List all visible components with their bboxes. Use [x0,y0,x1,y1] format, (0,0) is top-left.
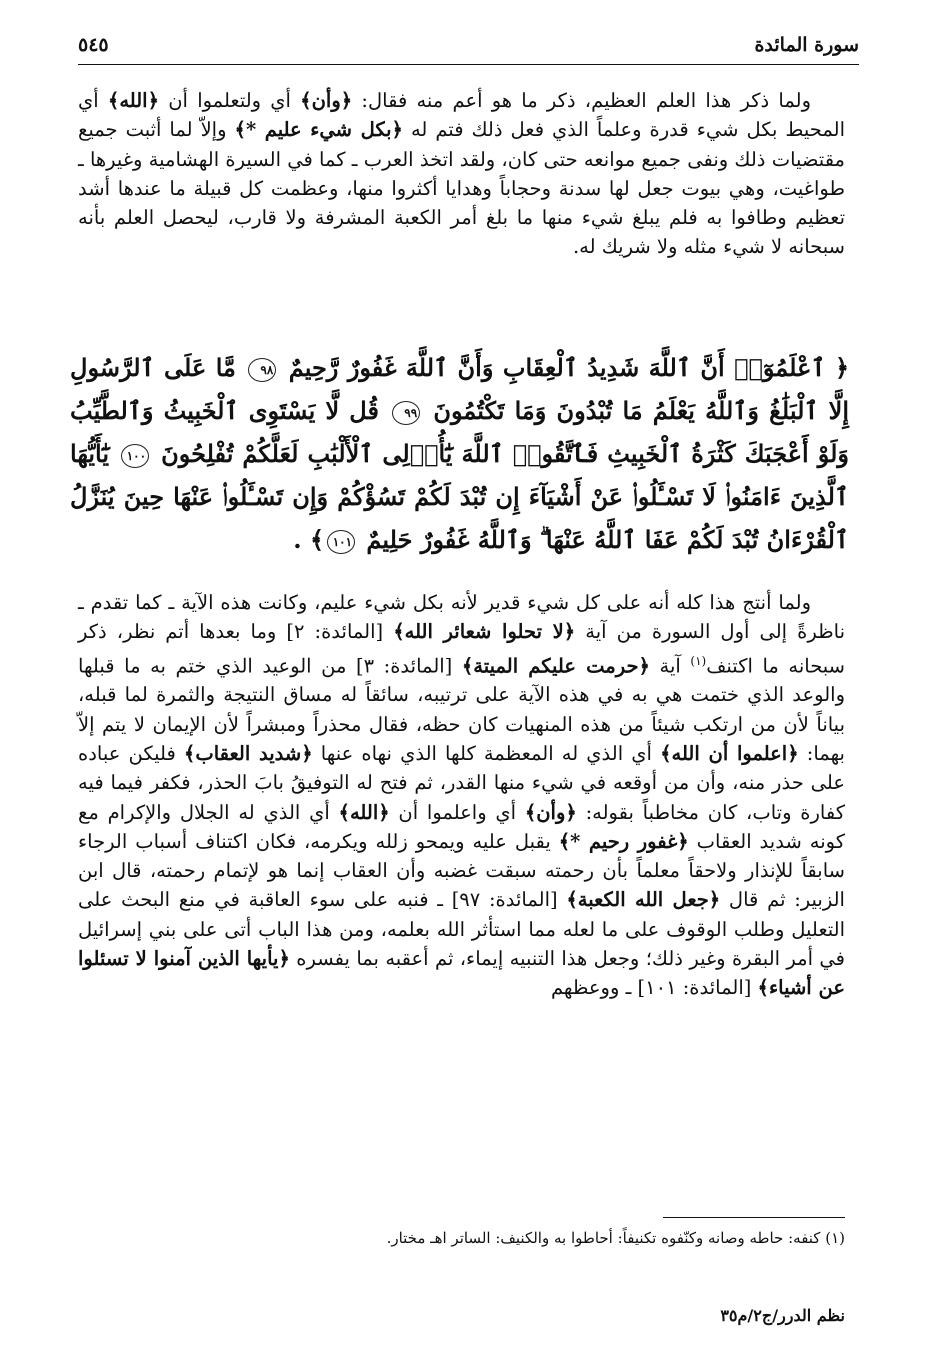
quote-span: ﴿جعل الله الكعبة﴾ [566,888,721,912]
text-span: أي المحيط بكل شيء قدرة وعلماً الذي فعل ذلك فتم له [78,89,846,142]
quote-span: ﴿حرمت عليكم الميتة﴾ [461,654,650,678]
quote-span: ﴿بكل شيء عليم *﴾ [234,118,403,142]
commentary-paragraph-1 [78,86,845,262]
text-span: آية [649,654,691,678]
verse-text: مَّا عَلَى ٱلرَّسُولِ إِلَّا ٱلْبَلَٰغُ وَٱللَّهُ يَعْلَمُ مَا تُبْدُونَ وَمَا تَكْتُمُونَ [70,353,849,425]
text-span: ولما أنتج هذا كله أنه على كل شيء قدير لأنه بكل شيء عليم، وكانت هذه الآية ـ كما تقدم ـ ناظرةً إلى أول السورة من آية [78,591,845,644]
text-span: [المائدة: ٩٧] ـ فنبه على سوء العاقبة في منع البحث على التعليل وطلب الوقوف على ما لعله مما استأثر الله بعلمه، ومن هذا الباب أتى على بني إسرائيل في أمر البقرة وغير ذلك؛ وجعل هذا التنبيه إيماء، ثم أعقبه بما يفسره [78,888,845,971]
quote-span: ﴿الله﴾ [338,800,390,824]
text-span: [المائدة: ١٠١] ـ ووعظهم [550,976,758,1000]
text-span: أي الذي له الجلال والإكرام مع كونه شديد العقاب [78,800,845,853]
ayah-number-marker: ١٠٠ [121,444,149,468]
verse-close-bracket: ﴾ . [293,525,325,554]
text-span: [المائدة: ٢] وما بعدها أتم نظر، ذكر سبحانه ما اكتنف [78,620,846,678]
quote-span: ﴿وأن﴾ [300,89,353,112]
page-footer-signature: نظم الدرر/ج٢/م٣٥ [720,1306,845,1325]
quote-span: ﴿الله﴾ [107,89,160,112]
footnote-reference[interactable]: (١) [690,653,707,668]
verse-text: قُل لَّا يَسْتَوِى ٱلْخَبِيثُ وَٱلطَّيِّبُ وَلَوْ أَعْجَبَكَ كَثْرَةُ ٱلْخَبِيثِ فَٱتَّقُوا۟ ٱللَّهَ يَٰٓأُو۟لِى ٱلْأَلْبَٰبِ لَعَلَّكُمْ تُفْلِحُونَ [70,396,850,468]
ayah-number-marker: ٩٩ [392,401,420,425]
footnote: (١) كنفه: حاطه وصانه وكنّفوه تكنيفاً: أحاطوا به والكنيف: الساتر اهـ مختار. [386,1229,845,1247]
text-span: ولما ذكر هذا العلم العظيم، ذكر ما هو أعم منه فقال: [352,89,812,112]
text-span: أي واعلموا أن [389,800,525,824]
quote-span: ﴿يأيها الذين آمنوا لا تسئلوا عن أشياء﴾ [78,947,845,1000]
quote-span: ﴿شديد العقاب﴾ [183,741,313,765]
quran-verses-block [70,346,849,561]
page-header [78,34,859,65]
quote-span: ﴿اعلموا أن الله﴾ [660,741,799,765]
ayah-number-marker: ٩٨ [248,358,276,382]
text-span: وإلاّ لما أثبت جميع مقتضيات ذلك ونفى جميع موانعه حتى كان، ولقد اتخذ العرب ـ كما في السيرة الهشامية وغيرها ـ طواغيت، وهي بيوت جعل لها سدنة وحجاباً وهدايا أكثروا منها، وعظمت كل قبيلة ما عندها أشد تعظيم وطافوا به فلم يبلغ شيء منها ما بلغ أمر الكعبة المشرفة ولا قارب، ليحصل العلم بأنه سبحانه لا شيء مثله ولا شريك له. [78,118,845,259]
verse-open-bracket: ﴿ [834,353,849,382]
text-span: [المائدة: ٣] من الوعيد الذي ختم به ما قبلها والوعد الذي ختمت هي به في هذه الآية على ترتيبه، سائقاً له مساق النتيجة والثمرة لما قبله، بياناً لأن من ارتكب شيئاً من هذه المنهيات كان حظه، فقال محذراً ومبشراً لأن الإيمان لا يتم إلاّ بهما: [78,654,845,765]
verse-text: يَٰٓأَيُّهَا ٱلَّذِينَ ءَامَنُوا۟ لَا تَسْـَٔلُوا۟ عَنْ أَشْيَآءَ إِن تُبْدَ لَكُمْ تَسُؤْكُمْ وَإِن تَسْـَٔلُوا۟ عَنْهَا حِينَ يُنَزَّلُ ٱلْقُرْءَانُ تُبْدَ لَكُمْ عَفَا ٱللَّهُ عَنْهَا ۗ وَٱللَّهُ غَفُورٌ حَلِيمٌ [70,439,849,554]
quote-span: ﴿غفور رحيم *﴾ [558,829,689,853]
text-span: أي الذي له المعظمة كلها الذي نهاه عنها [312,741,661,765]
text-span: أي ولتعلموا أن [159,89,301,112]
footnote-divider [663,1217,845,1218]
surah-title: سورة المائدة [754,34,859,56]
ayah-number-marker: ١٠١ [327,530,355,554]
page-number: ٥٤٥ [78,34,109,56]
text-span: فليكن عباده على حذر منه، وأن من أوقعه في شيء منها القدر، ثم فتح له التوفيقُ بابَ الحذر، فكفر فيما فيه كفارة وتاب، كان مخاطباً بقوله: [78,741,845,824]
verse-text: ٱعْلَمُوٓا۟ أَنَّ ٱللَّهَ شَدِيدُ ٱلْعِقَابِ وَأَنَّ ٱللَّهَ غَفُورٌ رَّحِيمٌ [279,353,835,382]
text-span: يقبل عليه ويمحو زلله ويكرمه، فكان اكتناف أسباب الرجاء سابقاً للإنذار ولاحقاً معلماً بأن رحمته سبقت غضبه وأن العقاب إنما هو لإتمام رحمته، قال ابن الزبير: ثم قال [78,829,845,912]
commentary-paragraph-2 [78,588,845,1003]
quote-span: ﴿وأن﴾ [524,800,577,824]
quote-span: ﴿لا تحلوا شعائر الله﴾ [393,620,576,644]
